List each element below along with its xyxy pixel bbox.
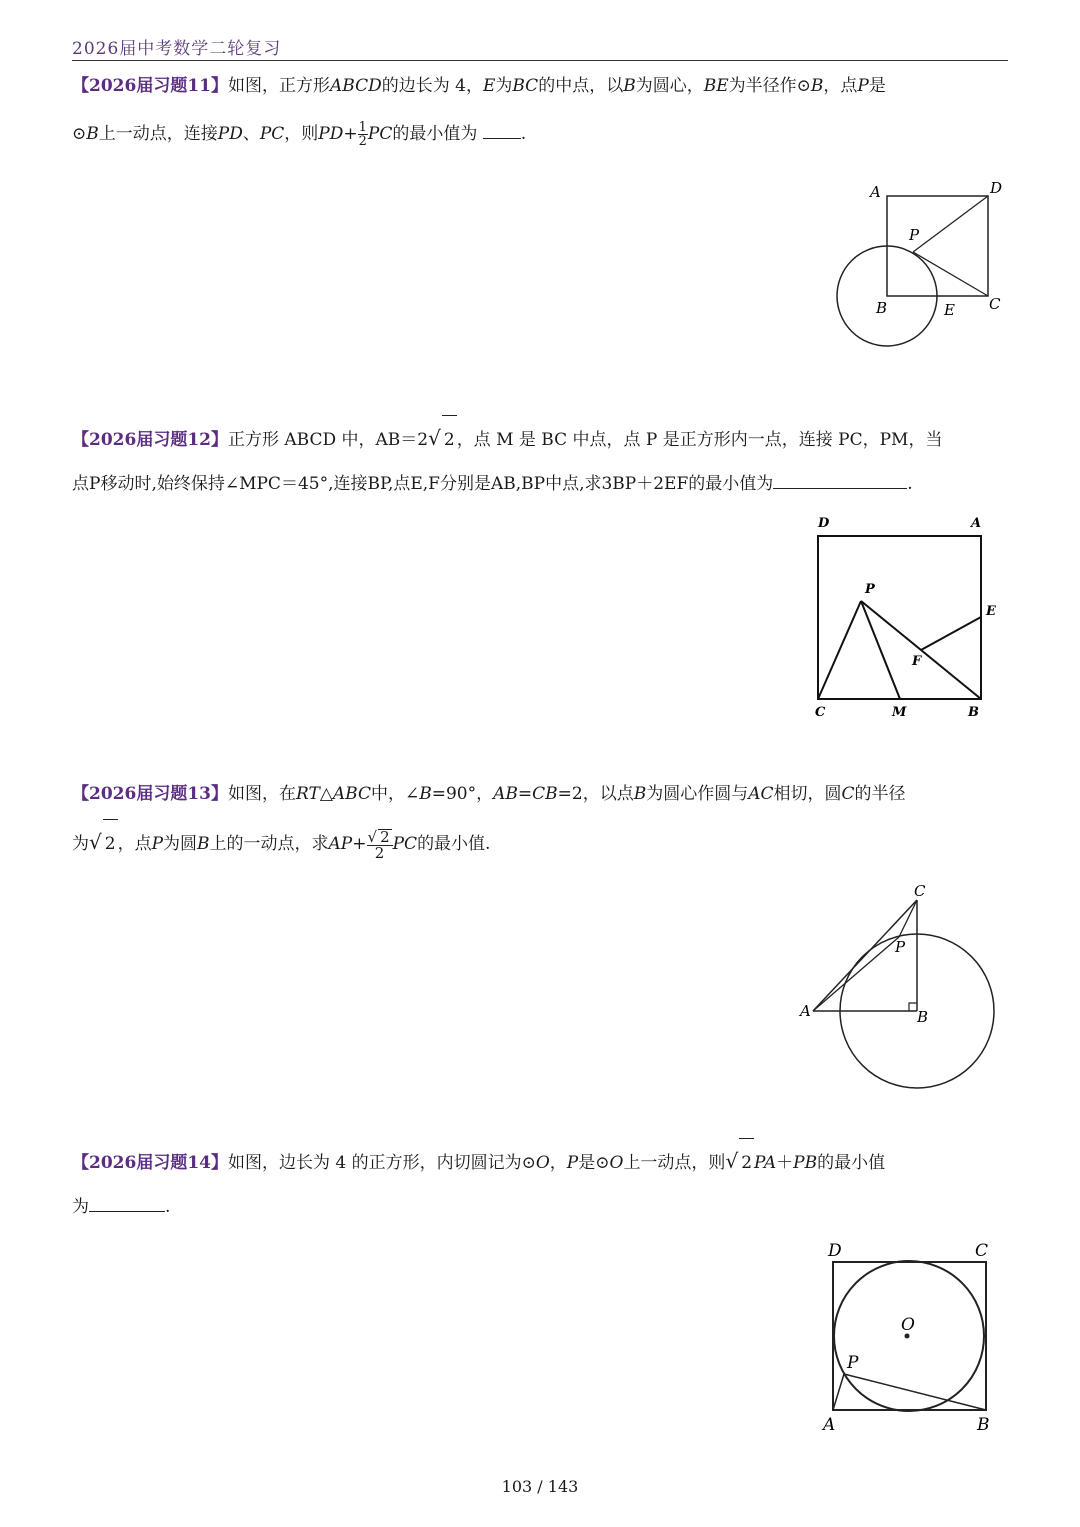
text: B <box>197 834 210 854</box>
text: PC <box>392 834 418 854</box>
problem-14 <box>72 1137 1012 1227</box>
label-d: D <box>828 1241 842 1261</box>
problem-13-line-2 <box>72 818 1012 868</box>
text: 、 <box>242 124 260 144</box>
text: 为半径作⊙ <box>728 76 811 96</box>
label-a: A <box>971 516 982 531</box>
label-a: A <box>800 1002 811 1020</box>
segment-pa <box>833 1374 844 1410</box>
text: 是⊙ <box>578 1153 610 1173</box>
text: PD+ <box>318 124 358 144</box>
sqrt-radicand: 2 <box>442 415 457 464</box>
text: ，点 <box>117 834 152 854</box>
problem-13-tag: 【2026届习题13】 <box>72 784 228 804</box>
text: 点P移动时,始终保持∠MPC＝45°,连接BP,点E,F分别是AB,BP中点,求3BP＋2EF的最小值为 <box>72 474 774 494</box>
text: 上一动点，则 <box>623 1153 726 1173</box>
text: B <box>86 124 99 144</box>
text: P <box>151 834 164 854</box>
text: 上一动点，连接 <box>98 124 218 144</box>
label-b: B <box>977 1415 990 1435</box>
text: AB <box>493 784 518 804</box>
sqrt-symbol: √ <box>725 1149 739 1173</box>
label-p: P <box>909 226 920 244</box>
text: . <box>165 1197 171 1217</box>
problem-11-tag: 【2026届习题11】 <box>72 76 228 96</box>
text: ，点 M 是 BC 中点，点 P 是正方形内一点，连接 PC，PM，当 <box>456 430 943 450</box>
sqrt-symbol: √ <box>89 830 102 854</box>
label-o: O <box>901 1315 915 1335</box>
page-number: 103 / 143 <box>501 1477 579 1496</box>
text: AC <box>748 784 774 804</box>
segment-pd <box>913 196 988 252</box>
text: 的中点，以 <box>538 76 624 96</box>
text: △ <box>319 784 333 804</box>
problem-14-line-2 <box>72 1187 1012 1227</box>
sqrt-radicand: 2 <box>103 819 118 868</box>
text: 相切，圆 <box>773 784 842 804</box>
label-c: C <box>989 295 1001 313</box>
right-angle-mark <box>909 1003 917 1011</box>
text: 为圆心作圆与 <box>646 784 749 804</box>
problem-11-line-1 <box>72 62 1012 110</box>
sqrt-symbol: √ <box>428 426 441 450</box>
label-m: M <box>892 705 907 720</box>
text: BC <box>512 76 539 96</box>
text: O <box>535 1153 550 1173</box>
text: 中，∠ <box>371 784 420 804</box>
label-c: C <box>975 1241 989 1261</box>
label-b: B <box>968 705 979 720</box>
text: PB <box>793 1153 818 1173</box>
text: 的边长为 4， <box>381 76 483 96</box>
text: 的最小值为 <box>392 124 478 144</box>
text: 是 <box>868 76 886 96</box>
text: 的半径 <box>854 784 906 804</box>
problem-13 <box>72 770 1012 868</box>
label-d: D <box>818 516 830 531</box>
square-abcd <box>818 536 981 699</box>
text: CB <box>532 784 558 804</box>
problem-12-figure <box>800 510 1020 735</box>
text: 的最小值. <box>417 834 491 854</box>
problem-13-line-1 <box>72 770 1012 818</box>
text: AP <box>328 834 353 854</box>
problem-14-line-1 <box>72 1137 1012 1187</box>
text: ， <box>549 1153 567 1173</box>
problem-12-tag: 【2026届习题12】 <box>72 430 228 450</box>
page-header <box>72 30 1008 61</box>
text: = <box>517 784 533 804</box>
label-e: E <box>986 604 996 619</box>
label-c: C <box>815 705 826 720</box>
problem-14-figure <box>815 1238 1015 1438</box>
label-a: A <box>823 1415 836 1435</box>
text: + <box>352 834 367 854</box>
segment-ap <box>813 937 899 1011</box>
text: C <box>841 784 855 804</box>
text: PC <box>367 124 393 144</box>
text: O <box>609 1153 624 1173</box>
text: PC <box>259 124 285 144</box>
label-p: P <box>895 938 906 956</box>
label-c: C <box>914 882 926 900</box>
segment-pc <box>913 252 988 296</box>
text: E <box>482 76 496 96</box>
text: ⊙ <box>72 124 87 144</box>
label-f: F <box>912 654 922 669</box>
sqrt-symbol: √ <box>367 827 378 846</box>
answer-blank[interactable] <box>89 1193 165 1212</box>
text: ABC <box>332 784 371 804</box>
label-b: B <box>917 1008 929 1026</box>
text: =90°， <box>431 784 494 804</box>
problem-11 <box>72 62 1012 158</box>
problem-12 <box>72 414 1012 504</box>
sqrt-radicand: 2 <box>380 827 390 846</box>
fraction-numerator: 1 <box>358 120 367 135</box>
text: B <box>623 76 636 96</box>
segment-ef <box>921 617 981 650</box>
segment-pc <box>818 601 861 699</box>
header-title: 2026届中考数学二轮复习 <box>72 39 282 59</box>
text: 为 <box>72 1197 89 1217</box>
text: 如图，在 <box>227 784 296 804</box>
answer-blank[interactable] <box>483 120 521 139</box>
text: 为 <box>72 834 89 854</box>
text: 如图，边长为 4 的正方形，内切圆记为⊙ <box>227 1153 536 1173</box>
text: ＋ <box>776 1153 794 1173</box>
fraction-denominator: 2 <box>358 134 367 149</box>
problem-14-tag: 【2026届习题14】 <box>72 1153 228 1173</box>
text: ，点 <box>823 76 858 96</box>
text: ，则 <box>284 124 319 144</box>
text: 的最小值 <box>817 1153 886 1173</box>
text: 为圆 <box>163 834 198 854</box>
label-p: P <box>865 582 875 597</box>
sqrt-radicand: 2 <box>739 1138 754 1187</box>
segment-pb <box>844 1374 986 1410</box>
problem-13-figure <box>790 875 1010 1095</box>
text: RT <box>295 784 320 804</box>
text: PA <box>754 1153 777 1173</box>
square-abcd <box>887 196 988 296</box>
text: ABCD <box>329 76 382 96</box>
label-d: D <box>990 179 1003 197</box>
text: 正方形 ABCD 中，AB＝2 <box>227 430 429 450</box>
text: 为圆心， <box>635 76 704 96</box>
fraction-denominator: 2 <box>374 843 385 862</box>
text: PD <box>217 124 243 144</box>
text: 如图，正方形 <box>227 76 330 96</box>
text: 为 <box>495 76 513 96</box>
text: B <box>633 784 647 804</box>
problem-12-line-2 <box>72 464 1012 504</box>
fraction <box>358 121 368 148</box>
text: =2，以点 <box>557 784 634 804</box>
text: . <box>907 474 913 494</box>
problem-11-figure <box>820 170 1020 360</box>
fraction-numerator <box>367 829 393 846</box>
text: P <box>566 1153 579 1173</box>
text: B <box>419 784 432 804</box>
text: . <box>520 124 527 144</box>
label-p: P <box>847 1353 859 1373</box>
text: P <box>857 76 869 96</box>
label-e: E <box>944 301 955 319</box>
problem-12-line-1 <box>72 414 1012 464</box>
label-b: B <box>876 299 888 317</box>
text: 上的一动点，求 <box>209 834 329 854</box>
fraction <box>367 829 393 861</box>
text: B <box>810 76 824 96</box>
problem-11-line-2 <box>72 110 1012 158</box>
segment-pc <box>899 900 917 937</box>
answer-blank[interactable] <box>773 470 907 489</box>
text: BE <box>703 76 729 96</box>
label-a: A <box>870 183 881 201</box>
